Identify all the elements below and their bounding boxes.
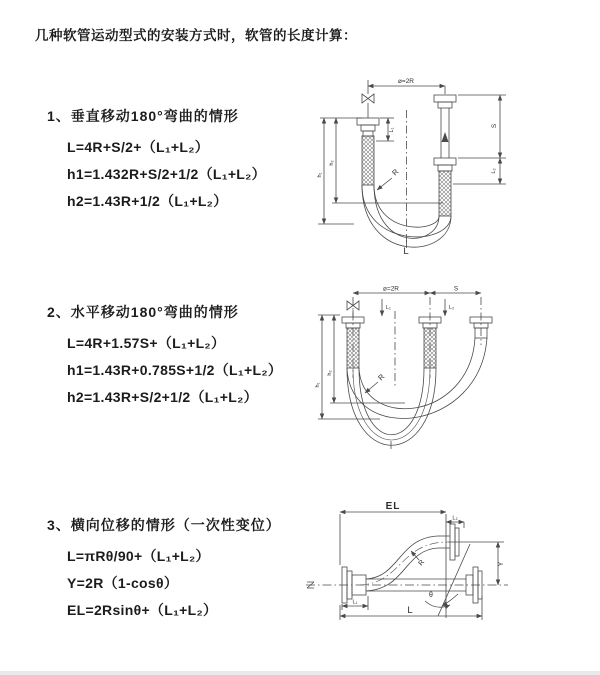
label-h2: h₂ xyxy=(327,370,333,376)
radius-leader xyxy=(377,178,392,190)
dim-l2 xyxy=(453,158,506,184)
diagram-lateral-displacement xyxy=(298,498,600,644)
page-title: 几种软管运动型式的安装方式时，软管的长度计算： xyxy=(35,28,357,43)
label-s: S xyxy=(453,285,459,293)
diagram-vertical-180-bend xyxy=(310,70,598,262)
label-l2: L₂ xyxy=(449,305,455,311)
section-heading: 1、垂直移动180°弯曲的情形 xyxy=(47,108,239,124)
dim-h2 xyxy=(332,118,443,203)
centerlines xyxy=(353,297,481,388)
label-theta: θ xyxy=(429,592,433,599)
formula-h2: h2=1.43R+S/2+1/2（L₁+L₂） xyxy=(67,389,258,405)
formula-L: L=πRθ/90+（L₁+L₂） xyxy=(67,548,210,564)
section-heading: 3、横向位移的情形（一次性变位） xyxy=(47,517,281,533)
right-fitting xyxy=(434,95,456,216)
label-r: R xyxy=(417,558,427,568)
formula-h2: h2=1.43R+1/2（L₁+L₂） xyxy=(67,193,228,209)
formula-Y: Y=2R（1-cosθ） xyxy=(67,575,179,591)
label-l1: L₁ xyxy=(386,305,391,311)
dim-s xyxy=(458,95,506,158)
label-span: ⌀=2R xyxy=(382,285,400,293)
label-l2: L₂ xyxy=(452,515,458,522)
label-l1: L₁ xyxy=(352,599,358,606)
label-h2: h₂ xyxy=(329,160,335,166)
label-r: R xyxy=(390,167,401,178)
formula-L: L=4R+S/2+（L₁+L₂） xyxy=(67,139,210,155)
angle-construction xyxy=(425,544,470,616)
dim-h1 xyxy=(318,118,362,224)
section-lateral-displacement xyxy=(47,515,281,624)
dim-y xyxy=(448,542,504,585)
section-horizontal-motion xyxy=(47,302,282,411)
label-l: L xyxy=(407,605,413,616)
label-y: Y xyxy=(498,561,505,567)
diagram-labels xyxy=(315,286,459,388)
left-fitting xyxy=(357,118,379,185)
label-l1: L₁ xyxy=(389,127,395,133)
label-h1: h₁ xyxy=(317,172,323,178)
formula-L: L=4R+1.57S+（L₁+L₂） xyxy=(67,335,226,351)
label-h1: h₁ xyxy=(315,382,321,388)
diagram-labels xyxy=(317,78,498,257)
label-l2: L₂ xyxy=(491,168,497,174)
dim-h2 xyxy=(330,315,405,403)
formula-h1: h1=1.43R+0.785S+1/2（L₁+L₂） xyxy=(67,362,283,378)
dim-span-2R xyxy=(368,86,445,94)
hose-u-bends xyxy=(347,338,487,449)
label-el: EL xyxy=(385,501,401,512)
label-span: ⌀=2R xyxy=(397,78,415,85)
label-l: L xyxy=(403,246,409,257)
section-heading: 2、水平移动180°弯曲的情形 xyxy=(47,304,239,320)
page-bottom-edge xyxy=(0,671,600,675)
radius-leader xyxy=(365,382,378,393)
section-vertical-motion xyxy=(47,106,266,215)
label-r: R xyxy=(376,372,387,383)
formula-EL: EL=2Rsinθ+（L₁+L₂） xyxy=(67,602,218,618)
label-s: S xyxy=(491,123,498,129)
diagram-horizontal-180-bend xyxy=(310,283,598,455)
formula-h1: h1=1.432R+S/2+1/2（L₁+L₂） xyxy=(67,166,266,182)
displaced-hose xyxy=(360,524,459,591)
